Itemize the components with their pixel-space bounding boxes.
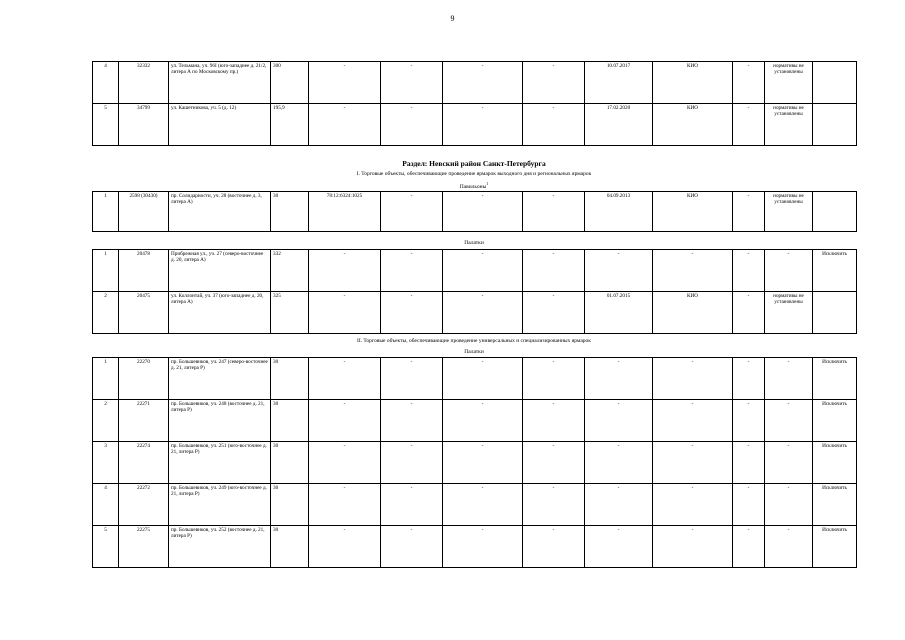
table-row — [93, 62, 857, 104]
note-cell: Исключить — [813, 400, 857, 442]
authority-cell: - — [653, 484, 733, 526]
cadastral-number-cell: 78:12:6324:1025 — [309, 192, 381, 232]
col-7-cell: - — [443, 484, 523, 526]
address-cell: пр. Большевиков, уч. 247 (северо-восточнее д. 21, литера Р) — [169, 358, 271, 400]
category-pavilions — [92, 181, 856, 190]
category-pavilions-label: Павильоны — [459, 183, 487, 190]
object-id-cell: 22275 — [119, 526, 169, 568]
row-number-cell: 5 — [93, 104, 119, 146]
section-subtitle-2: II. Торговые объекты, обеспечивающие проведение универсальных и специализированных ярмарок — [357, 338, 591, 344]
category-kiosks: Палатки — [464, 240, 484, 246]
row-number-cell: 1 — [93, 192, 119, 232]
col-8-cell: - — [523, 292, 585, 334]
norms-cell: нормативы не установлены — [765, 192, 813, 232]
row-number-cell: 2 — [93, 292, 119, 334]
norms-cell: - — [765, 526, 813, 568]
table-row — [93, 104, 857, 146]
address-cell: пр. Большевиков, уч. 249 (юго-восточнее д. 21, литера Р) — [169, 484, 271, 526]
col-6-cell: - — [381, 192, 443, 232]
address-cell: пр. Большевиков, уч. 251 (юго-восточнее д. 21, литера Р) — [169, 442, 271, 484]
area-cell: 325 — [271, 292, 309, 334]
col-6-cell: - — [381, 292, 443, 334]
cadastral-number-cell: - — [309, 62, 381, 104]
col-7-cell: - — [443, 250, 523, 292]
col-6-cell: - — [381, 250, 443, 292]
category-kiosks-2: Палатки — [464, 349, 484, 355]
note-cell — [813, 62, 857, 104]
table-row — [93, 250, 857, 292]
col-7-cell: - — [443, 104, 523, 146]
row-number-cell: 3 — [93, 442, 119, 484]
address-cell: Прибрежная ул., уч. 27 (северо-восточнее д. 20, литера А) — [169, 250, 271, 292]
col-8-cell: - — [523, 250, 585, 292]
date-cell: - — [585, 250, 653, 292]
address-cell: пр. Солидарности, уч. 28 (восточнее д. 3, литера А) — [169, 192, 271, 232]
object-id-cell: 34799 — [119, 104, 169, 146]
col-8-cell: - — [523, 62, 585, 104]
note-cell: Исключить — [813, 358, 857, 400]
object-id-cell: 20478 — [119, 250, 169, 292]
norms-cell: нормативы не установлены — [765, 62, 813, 104]
col-7-cell: - — [443, 526, 523, 568]
col-8-cell: - — [523, 442, 585, 484]
col-7-cell: - — [443, 442, 523, 484]
cadastral-number-cell: - — [309, 250, 381, 292]
object-id-cell: 20475 — [119, 292, 169, 334]
row-number-cell: 5 — [93, 526, 119, 568]
authority-cell: - — [653, 442, 733, 484]
authority-cell: - — [653, 250, 733, 292]
date-cell: 04.09.2013 — [585, 192, 653, 232]
authority-cell: КИО — [653, 192, 733, 232]
authority-cell: КИО — [653, 62, 733, 104]
col-11-cell: - — [733, 292, 765, 334]
footnote-marker: 1 — [486, 181, 489, 186]
data-table-block-4 — [92, 357, 857, 568]
area-cell: 30 — [271, 358, 309, 400]
table-row — [93, 442, 857, 484]
address-cell: ул. Коллонтай, уч. 37 (юго-западнее д. 20, литера А) — [169, 292, 271, 334]
col-11-cell: - — [733, 484, 765, 526]
col-7-cell: - — [443, 358, 523, 400]
object-id-cell: 22272 — [119, 484, 169, 526]
address-cell: ул. Кашетникова, уч. 5 (д. 12) — [169, 104, 271, 146]
row-number-cell: 4 — [93, 62, 119, 104]
date-cell: - — [585, 358, 653, 400]
col-6-cell: - — [381, 104, 443, 146]
area-cell: 195,9 — [271, 104, 309, 146]
col-8-cell: - — [523, 358, 585, 400]
col-11-cell: - — [733, 400, 765, 442]
data-table-block-3 — [92, 249, 857, 334]
object-id-cell: 32332 — [119, 62, 169, 104]
col-6-cell: - — [381, 358, 443, 400]
table-row — [93, 292, 857, 334]
area-cell: 332 — [271, 250, 309, 292]
norms-cell: - — [765, 442, 813, 484]
table-row — [93, 192, 857, 232]
row-number-cell: 1 — [93, 358, 119, 400]
cadastral-number-cell: - — [309, 400, 381, 442]
col-11-cell: - — [733, 62, 765, 104]
col-8-cell: - — [523, 484, 585, 526]
object-id-cell: 22274 — [119, 442, 169, 484]
authority-cell: - — [653, 526, 733, 568]
col-11-cell: - — [733, 104, 765, 146]
address-cell: пр. Большевиков, уч. 248 (восточнее д. 21, литера Р) — [169, 400, 271, 442]
data-table-block-1 — [92, 61, 857, 146]
note-cell: Исключить — [813, 526, 857, 568]
section-subtitle-1: I. Торговые объекты, обеспечивающие проведение ярмарок выходного дня и региональных ярмарок — [356, 171, 592, 177]
authority-cell: - — [653, 358, 733, 400]
table-row — [93, 358, 857, 400]
object-id-cell: 22270 — [119, 358, 169, 400]
cadastral-number-cell: - — [309, 484, 381, 526]
norms-cell: - — [765, 250, 813, 292]
col-7-cell: - — [443, 292, 523, 334]
col-8-cell: - — [523, 192, 585, 232]
row-number-cell: 2 — [93, 400, 119, 442]
address-cell: ул. Тельмана, уч. 96I (юго-западнее д. 21/2, литера А по Московскому пр.) — [169, 62, 271, 104]
norms-cell: - — [765, 400, 813, 442]
note-cell: Исключить — [813, 484, 857, 526]
norms-cell: нормативы не установлены — [765, 104, 813, 146]
date-cell: 17.02.2020 — [585, 104, 653, 146]
col-11-cell: - — [733, 526, 765, 568]
col-11-cell: - — [733, 442, 765, 484]
date-cell: - — [585, 400, 653, 442]
row-number-cell: 4 — [93, 484, 119, 526]
note-cell — [813, 192, 857, 232]
note-cell — [813, 104, 857, 146]
col-6-cell: - — [381, 62, 443, 104]
area-cell: 30 — [271, 526, 309, 568]
area-cell: 30 — [271, 192, 309, 232]
page-number: 9 — [450, 14, 455, 23]
authority-cell: КИО — [653, 104, 733, 146]
object-id-cell: 22271 — [119, 400, 169, 442]
note-cell — [813, 292, 857, 334]
data-table-block-2 — [92, 191, 857, 232]
table-row — [93, 484, 857, 526]
col-8-cell: - — [523, 400, 585, 442]
area-cell: 300 — [271, 62, 309, 104]
date-cell: - — [585, 442, 653, 484]
col-6-cell: - — [381, 442, 443, 484]
address-cell: пр. Большевиков, уч. 252 (восточнее д. 21, литера Р) — [169, 526, 271, 568]
col-11-cell: - — [733, 250, 765, 292]
cadastral-number-cell: - — [309, 104, 381, 146]
authority-cell: - — [653, 400, 733, 442]
col-7-cell: - — [443, 192, 523, 232]
col-11-cell: - — [733, 358, 765, 400]
date-cell: 01.07.2015 — [585, 292, 653, 334]
cadastral-number-cell: - — [309, 358, 381, 400]
col-7-cell: - — [443, 400, 523, 442]
date-cell: - — [585, 484, 653, 526]
norms-cell: - — [765, 484, 813, 526]
object-id-cell: 2598 (30430) — [119, 192, 169, 232]
area-cell: 30 — [271, 400, 309, 442]
area-cell: 30 — [271, 484, 309, 526]
area-cell: 30 — [271, 442, 309, 484]
col-6-cell: - — [381, 400, 443, 442]
authority-cell: КИО — [653, 292, 733, 334]
section-title: Раздел: Невский район Санкт-Петербурга — [402, 159, 546, 168]
col-8-cell: - — [523, 104, 585, 146]
cadastral-number-cell: - — [309, 526, 381, 568]
note-cell: Исключить — [813, 250, 857, 292]
cadastral-number-cell: - — [309, 442, 381, 484]
row-number-cell: 1 — [93, 250, 119, 292]
col-8-cell: - — [523, 526, 585, 568]
table-row — [93, 400, 857, 442]
note-cell: Исключить — [813, 442, 857, 484]
col-7-cell: - — [443, 62, 523, 104]
table-row — [93, 526, 857, 568]
norms-cell: нормативы не установлены — [765, 292, 813, 334]
col-6-cell: - — [381, 526, 443, 568]
col-6-cell: - — [381, 484, 443, 526]
date-cell: - — [585, 526, 653, 568]
norms-cell: - — [765, 358, 813, 400]
cadastral-number-cell: - — [309, 292, 381, 334]
date-cell: 10.07.2017 — [585, 62, 653, 104]
col-11-cell: - — [733, 192, 765, 232]
